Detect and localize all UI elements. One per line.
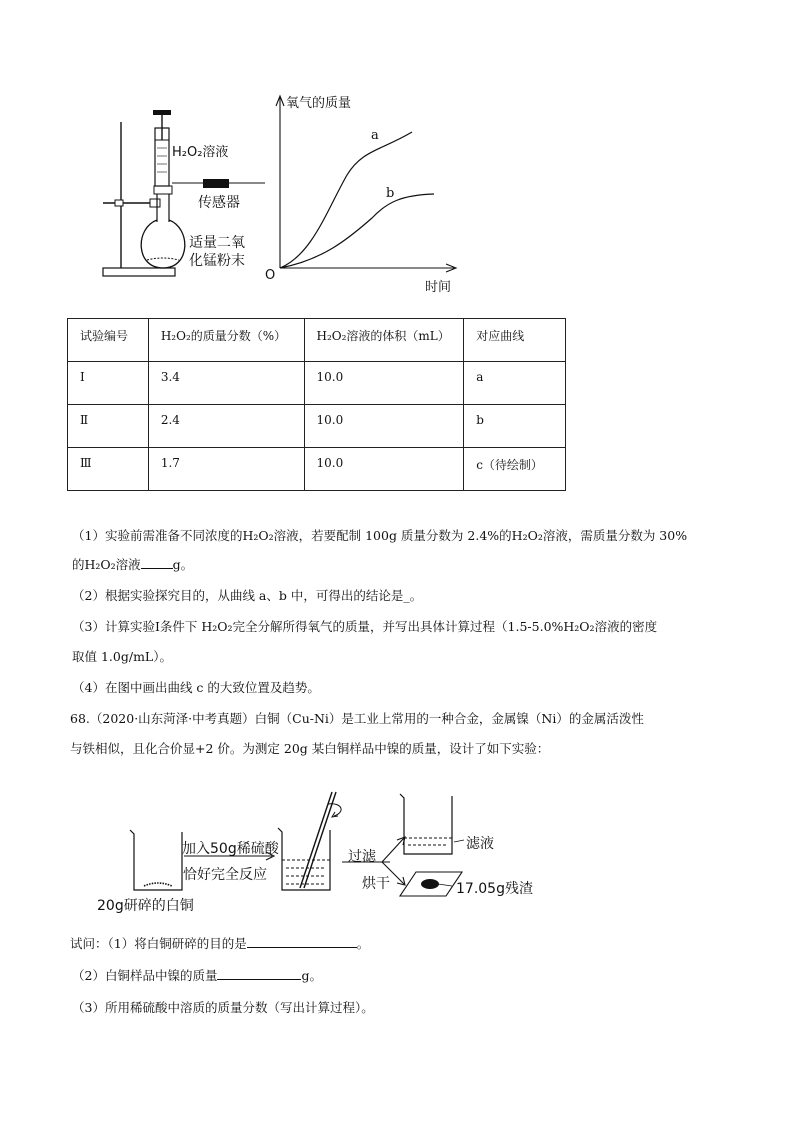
table-cell: 10.0: [304, 362, 464, 405]
sensor-label: 传感器: [198, 195, 240, 211]
question-1-line2-post: g。: [172, 557, 194, 572]
powder-label-line2: 化锰粉末: [189, 253, 245, 269]
powder-label-line1: 适量二氧: [189, 235, 245, 251]
curve-b-label: b: [386, 186, 395, 201]
residue: [421, 879, 439, 889]
question-68-1-post: 。: [356, 936, 370, 951]
table-cell: 10.0: [304, 405, 464, 448]
table-row: [68, 448, 566, 491]
table-cell: 2.4: [148, 405, 304, 448]
table-cell: 1.7: [148, 448, 304, 491]
answer-blank-1[interactable]: [141, 556, 173, 569]
table-header: H₂O₂溶液的体积（mL）: [304, 319, 464, 362]
experiment-flow-figure: [120, 782, 510, 902]
residue-label: 17.05g残渣: [456, 881, 533, 897]
sample-powder: [144, 883, 172, 886]
filtrate-label: 滤液: [466, 836, 494, 852]
table-row: [68, 405, 566, 448]
dry-label: 烘干: [362, 876, 390, 892]
curve-b: [280, 194, 434, 268]
add-acid-label: 加入50g稀硫酸: [182, 841, 279, 857]
graph-origin: O: [265, 268, 276, 283]
graph-xlabel: 时间: [425, 280, 452, 295]
beaker-sample: [130, 830, 182, 890]
table-cell: b: [464, 405, 566, 448]
question-2: （2）根据实验探究目的，从曲线 a、b 中，可得出的结论是_。: [72, 588, 423, 603]
problem-68-line2: 与铁相似，且化合价显+2 价。为测定 20g 某白铜样品中镍的质量，设计了如下实验：: [70, 741, 550, 756]
question-3-line2: 取值 1.0g/mL）。: [72, 649, 172, 664]
table-header-row: [68, 319, 566, 362]
solution-label: H₂O₂溶液: [172, 145, 229, 160]
stirring-rod: [300, 792, 332, 888]
question-68-1: [70, 935, 369, 953]
table-cell: 3.4: [148, 362, 304, 405]
question-68-2-post: g。: [301, 968, 322, 983]
question-1-line1: （1）实验前需准备不同浓度的H₂O₂溶液，若要配制 100g 质量分数为 2.4%的H₂O₂溶液，需质量分数为 30%: [72, 528, 688, 543]
powder: [147, 258, 179, 260]
question-68-2-pre: （2）白铜样品中镍的质量: [72, 968, 218, 983]
sample-label: 20g研碎的白铜: [97, 898, 194, 914]
question-1-line2-pre: 的H₂O₂溶液: [72, 557, 141, 572]
table-header: H₂O₂的质量分数（%）: [148, 319, 304, 362]
answer-blank-68-1[interactable]: [247, 935, 357, 948]
filtrate-arrow: [382, 838, 404, 862]
round-flask: [141, 220, 185, 268]
table-cell: Ⅰ: [68, 362, 149, 405]
complete-reaction-label: 恰好完全反应: [183, 867, 267, 883]
question-68-3: （3）所用稀硫酸中溶质的质量分数（写出计算过程）。: [72, 1000, 374, 1015]
beaker-reaction: [278, 828, 330, 890]
graph-ylabel: 氧气的质量: [286, 96, 352, 111]
table-row: [68, 362, 566, 405]
table-cell: Ⅲ: [68, 448, 149, 491]
question-68-1-pre: 试问：（1）将白铜研碎的目的是: [70, 936, 247, 951]
question-68-2: [72, 967, 322, 985]
filter-label: 过滤: [348, 849, 376, 865]
oxygen-graph: [262, 90, 462, 280]
table-cell: a: [464, 362, 566, 405]
table-cell: c（待绘制）: [464, 448, 566, 491]
problem-68-line1: 68.（2020·山东菏泽·中考真题）白铜（Cu-Ni）是工业上常用的一种合金，金属镍（Ni）的金属活泼性: [70, 711, 644, 726]
table-header: 对应曲线: [464, 319, 566, 362]
question-3-line1: （3）计算实验Ⅰ条件下 H₂O₂完全分解所得氧气的质量，并写出具体计算过程（1.5-5.0%H₂O₂溶液的密度: [72, 619, 658, 634]
stand-base: [103, 268, 175, 276]
table-cell: Ⅱ: [68, 405, 149, 448]
sensor: [203, 179, 229, 188]
curve-a-label: a: [371, 128, 379, 143]
answer-blank-68-2[interactable]: [217, 967, 301, 980]
table-header: 试验编号: [68, 319, 149, 362]
question-4: （4）在图中画出曲线 c 的大致位置及趋势。: [72, 680, 320, 695]
experiment-table: [67, 318, 566, 491]
table-cell: 10.0: [304, 448, 464, 491]
question-1-line2: [72, 556, 193, 574]
